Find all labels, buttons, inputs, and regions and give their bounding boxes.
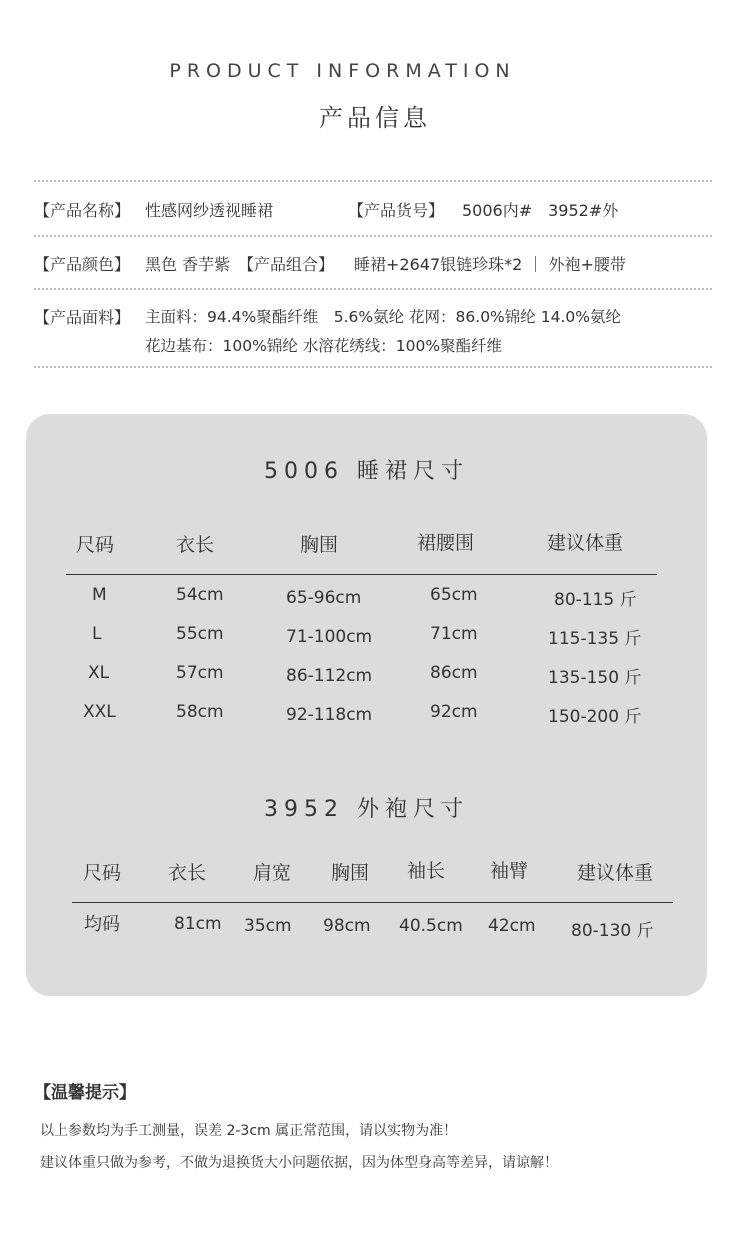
product-combo-label: 【产品组合】: [238, 255, 335, 274]
tips-line: 建议体重只做为参考，不做为退换货大小问题依据，因为体型身高等差异，请谅解！: [40, 1155, 558, 1171]
header-sleeve-arm: 袖臂: [490, 860, 529, 882]
divider: [34, 235, 712, 237]
product-color-value: 黑色 香芋紫: [145, 255, 231, 274]
header-sleeve-length: 袖长: [407, 860, 446, 882]
header-length: 衣长: [176, 534, 215, 556]
header-bust: 胸围: [300, 534, 339, 556]
product-fabric-label: 【产品面料】: [34, 308, 131, 327]
product-fabric-line1: 主面料：94.4%聚酯纤维 5.6%氨纶 花网：86.0%锦纶 14.0%氨纶: [145, 308, 621, 326]
table-cell: 71cm: [430, 624, 478, 644]
table-cell: 98cm: [323, 916, 371, 936]
table-cell: XL: [88, 663, 110, 683]
table-cell: XXL: [83, 702, 116, 722]
header-size: 尺码: [83, 862, 122, 884]
tips-title: 【温馨提示】: [34, 1083, 136, 1103]
product-name-value: 性感网纱透视睡裙: [145, 201, 274, 220]
table-cell: L: [92, 624, 102, 644]
header-length: 衣长: [168, 862, 207, 884]
header-weight: 建议体重: [577, 862, 654, 884]
product-combo-value: 睡裙+2647银链珍珠*2 ｜ 外袍+腰带: [354, 255, 626, 274]
table-cell: 35cm: [244, 916, 292, 936]
table-cell: 80-115 斤: [554, 590, 637, 610]
header-bust: 胸围: [331, 862, 370, 884]
table-rule: [66, 574, 657, 575]
table-cell: 80-130 斤: [571, 921, 654, 941]
robe-size-title: 3952 外袍尺寸: [264, 797, 469, 822]
table-cell: 71-100cm: [286, 627, 373, 647]
table-cell: 92-118cm: [286, 705, 373, 725]
title-chinese: 产品信息: [319, 104, 431, 132]
table-cell: 40.5cm: [399, 916, 463, 936]
product-fabric-line2: 花边基布：100%锦纶 水溶花绣线：100%聚酯纤维: [145, 337, 503, 355]
header-size: 尺码: [76, 534, 115, 556]
divider: [34, 288, 712, 290]
table-cell: 86-112cm: [286, 666, 373, 686]
divider: [34, 180, 712, 182]
size-chart-panel: [26, 414, 707, 996]
table-cell: 92cm: [430, 702, 478, 722]
tips-line: 以上参数均为手工测量，误差 2-3cm 属正常范围，请以实物为准！: [40, 1123, 458, 1139]
table-cell: 42cm: [488, 916, 536, 936]
product-sku-label: 【产品货号】: [348, 201, 445, 220]
table-cell: 150-200 斤: [548, 707, 642, 727]
table-cell: 58cm: [176, 702, 224, 722]
divider: [34, 366, 712, 368]
table-cell: 135-150 斤: [548, 668, 642, 688]
table-cell: 81cm: [174, 914, 222, 934]
table-cell: 86cm: [430, 663, 478, 683]
table-cell: 65cm: [430, 585, 478, 605]
product-sku-value: 5006内# 3952#外: [462, 201, 619, 220]
table-cell: 55cm: [176, 624, 224, 644]
table-cell: 65-96cm: [286, 588, 362, 608]
header-waist: 裙腰围: [417, 532, 475, 554]
product-name-label: 【产品名称】: [34, 201, 131, 220]
header-shoulder: 肩宽: [253, 862, 292, 884]
table-rule: [72, 902, 673, 903]
product-color-label: 【产品颜色】: [34, 255, 131, 274]
title-english: PRODUCT INFORMATION: [169, 60, 516, 82]
table-cell: 均码: [84, 914, 120, 935]
header-weight: 建议体重: [547, 532, 624, 554]
table-cell: 54cm: [176, 585, 224, 605]
table-cell: 115-135 斤: [548, 629, 642, 649]
table-cell: 57cm: [176, 663, 224, 683]
table-cell: M: [92, 585, 107, 605]
nightdress-size-title: 5006 睡裙尺寸: [264, 459, 469, 484]
